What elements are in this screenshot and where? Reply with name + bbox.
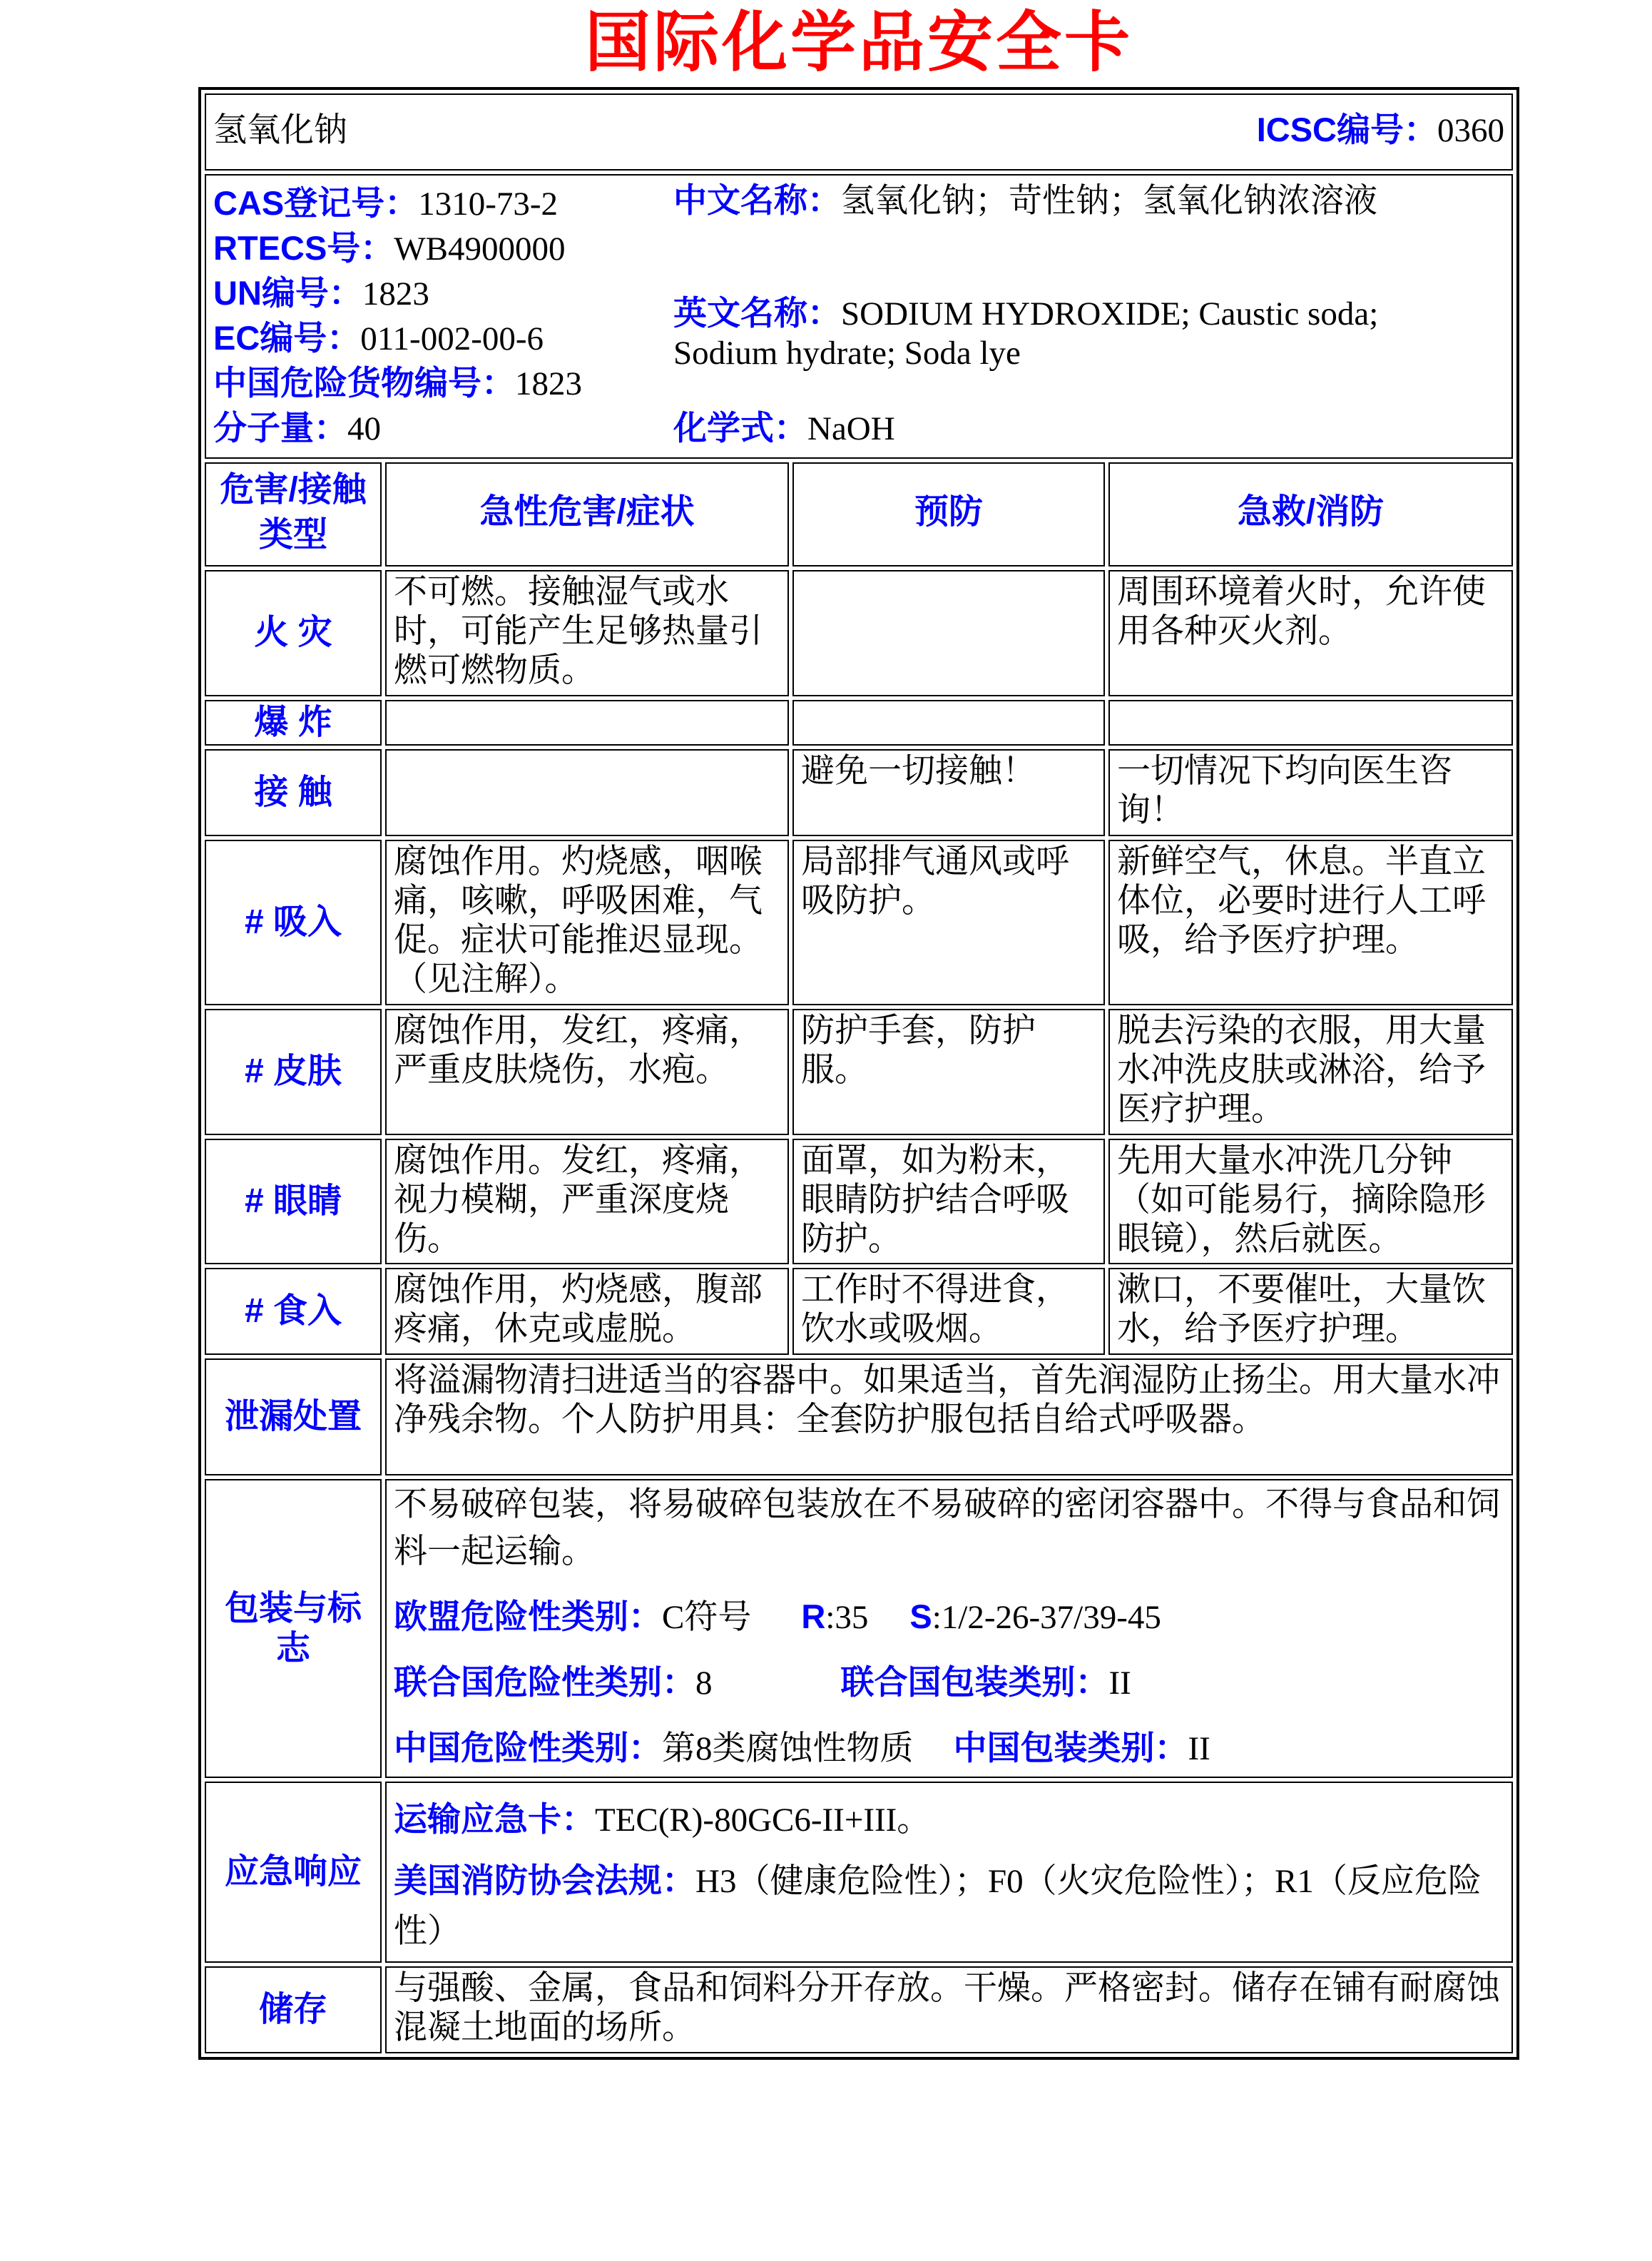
ec-value: 011-002-00-6 [360,320,544,358]
row-packaging [205,1479,1513,1778]
inhalation-firstaid-cell: 新鲜空气，休息。半直立体位，必要时进行人工呼吸，给予医疗护理。 [1108,840,1513,1005]
ec-line [213,316,673,361]
packaging-intro: 不易破碎包装，将易破碎包装放在不易破碎的密闭容器中。不得与食品和饲料一起运输。 [394,1486,1500,1571]
un-pack-value: II [1108,1664,1131,1702]
storage-text-cell: 与强酸、金属，食品和饲料分开存放。干燥。严格密封。储存在铺有耐腐蚀混凝土地面的场所。 [385,1966,1513,2053]
ingestion-symptoms-cell: 腐蚀作用，灼烧感，腹部疼痛，休克或虚脱。 [385,1268,789,1355]
icsc-number-label: ICSC编号： [1256,111,1437,148]
emergency-label-cell: 应急响应 [205,1782,382,1963]
skin-symptoms-cell: 腐蚀作用，发红，疼痛，严重皮肤烧伤，水疱。 [385,1009,789,1135]
explosion-prevention-cell [792,700,1105,746]
substance-header-cell [205,93,1513,171]
explosion-symptoms-cell [385,700,789,746]
identifier-list [213,181,673,452]
col-header-hazard-type [205,462,382,566]
exposure-label-cell: 接 触 [205,749,382,836]
icsc-number-group [1257,111,1504,151]
identifiers-cell [205,174,1513,459]
icsc-number-value: 0360 [1437,112,1504,149]
substance-header-row [205,93,1513,171]
row-spill-disposal [205,1358,1513,1475]
spill-label-cell: 泄漏处置 [205,1358,382,1475]
nfpa-label: 美国消防协会法规： [394,1861,695,1899]
rtecs-label: RTECS号： [213,229,394,268]
emergency-content-cell [385,1782,1513,1963]
r-phrase-label: R [801,1597,826,1636]
eyes-firstaid-cell: 先用大量水冲洗几分钟（如可能易行，摘除隐形眼镜），然后就医。 [1108,1139,1513,1265]
nfpa-value: H3（健康危险性）；F0（火灾危险性）；R1（反应危险性） [394,1862,1482,1951]
col-header-hazard-type-line1: 危害/接触 [220,471,367,509]
cn-class-label: 中国危险性类别： [394,1728,662,1767]
formula-value: NaOH [807,410,895,447]
cn-class-value: 第8类腐蚀性物质 [662,1729,914,1767]
eyes-label-cell: # 眼睛 [205,1139,382,1265]
icsc-table [198,87,1519,2060]
un-line [213,271,673,316]
cas-label: CAS登记号： [213,184,419,222]
row-eyes [205,1139,1513,1265]
eu-class-value: C符号 [662,1599,752,1637]
row-storage [205,1966,1513,2053]
exposure-firstaid-cell: 一切情况下均向医生咨询！ [1108,749,1513,836]
names-block [673,181,1408,452]
mw-value: 40 [347,410,381,448]
eyes-prevention-cell: 面罩，如为粉末，眼睛防护结合呼吸防护。 [792,1139,1105,1265]
skin-prevention-cell: 防护手套，防护服。 [792,1009,1105,1135]
column-header-row [205,462,1513,566]
chinese-name-value: 氢氧化钠；苛性钠；氢氧化钠浓溶液 [841,183,1377,220]
inhalation-label-cell: # 吸入 [205,840,382,1005]
mw-label: 分子量： [213,409,347,447]
chinese-name-line [673,181,1408,221]
col-header-firstaid: 急救/消防 [1108,462,1513,566]
identifiers-layout [213,181,1504,452]
row-exposure [205,749,1513,836]
storage-label-cell: 储存 [205,1966,382,2053]
eyes-symptoms-cell: 腐蚀作用。发红，疼痛，视力模糊，严重深度烧伤。 [385,1139,789,1265]
row-emergency-response [205,1782,1513,1963]
formula-label: 化学式： [673,408,807,447]
row-explosion [205,700,1513,746]
tec-value: TEC(R)-80GC6-II+III。 [595,1802,931,1839]
substance-header [213,96,1504,165]
cn-pack-value: II [1188,1729,1210,1767]
col-header-hazard-type-line2: 类型 [258,515,327,554]
china-dg-label: 中国危险货物编号： [213,364,515,402]
skin-label-cell: # 皮肤 [205,1009,382,1135]
substance-name: 氢氧化钠 [213,111,347,149]
cn-class-line [394,1724,1504,1773]
s-phrase-value: :1/2-26-37/39-45 [932,1599,1161,1637]
fire-label-cell: 火 灾 [205,570,382,696]
exposure-symptoms-cell [385,749,789,836]
row-inhalation [205,840,1513,1005]
cn-pack-label: 中国包装类别： [953,1728,1188,1767]
page-title: 国际化学品安全卡 [584,6,1133,79]
cas-value: 1310-73-2 [418,186,559,223]
packaging-label-cell: 包装与标志 [205,1479,382,1778]
english-name-value: SODIUM HYDROXIDE; Caustic soda; Sodium hydrate; Soda lye [673,295,1379,372]
formula-line [673,409,1408,449]
un-value: 1823 [362,275,429,313]
ingestion-label-cell: # 食入 [205,1268,382,1355]
rtecs-value: WB4900000 [394,230,566,268]
tec-label: 运输应急卡： [394,1800,595,1839]
china-dg-value: 1823 [515,365,582,403]
fire-prevention-cell [792,570,1105,696]
eu-class-line [394,1593,1504,1642]
un-class-label: 联合国危险性类别： [394,1662,695,1701]
ingestion-prevention-cell: 工作时不得进食，饮水或吸烟。 [792,1268,1105,1355]
explosion-firstaid-cell [1108,700,1513,746]
spill-text-cell: 将溢漏物清扫进适当的容器中。如果适当，首先润湿防止扬尘。用大量水冲净残余物。个人防护用具：全套防护服包括自给式呼吸器。 [385,1358,1513,1475]
r-phrase-value: :35 [825,1599,869,1637]
col-header-symptoms: 急性危害/症状 [385,462,789,566]
s-phrase-label: S [909,1597,932,1636]
eu-class-label: 欧盟危险性类别： [394,1597,662,1636]
un-label: UN编号： [213,274,362,313]
row-ingestion [205,1268,1513,1355]
ingestion-firstaid-cell: 漱口，不要催吐，大量饮水，给予医疗护理。 [1108,1268,1513,1355]
col-header-prevention: 预防 [792,462,1105,566]
un-class-value: 8 [695,1664,713,1702]
exposure-prevention-cell: 避免一切接触！ [792,749,1105,836]
skin-firstaid-cell: 脱去污染的衣服，用大量水冲洗皮肤或淋浴，给予医疗护理。 [1108,1009,1513,1135]
china-dg-line [213,361,673,406]
nfpa-line [394,1856,1504,1957]
english-name-line [673,294,1408,373]
un-pack-label: 联合国包装类别： [840,1662,1109,1701]
packaging-content-cell [385,1479,1513,1778]
chinese-name-label: 中文名称： [673,181,841,219]
icsc-card [198,0,1519,2060]
cas-line [213,181,673,226]
fire-firstaid-cell: 周围环境着火时，允许使用各种灭火剂。 [1108,570,1513,696]
inhalation-symptoms-cell: 腐蚀作用。灼烧感，咽喉痛，咳嗽，呼吸困难，气促。症状可能推迟显现。（见注解）。 [385,840,789,1005]
tec-line [394,1794,1504,1846]
identifiers-row [205,174,1513,459]
mw-line [213,406,673,451]
ec-label: EC编号： [213,319,361,357]
row-skin [205,1009,1513,1135]
fire-symptoms-cell: 不可燃。接触湿气或水时，可能产生足够热量引燃可燃物质。 [385,570,789,696]
un-class-line [394,1659,1504,1707]
inhalation-prevention-cell: 局部排气通风或呼吸防护。 [792,840,1105,1005]
explosion-label-cell: 爆 炸 [205,700,382,746]
rtecs-line [213,226,673,271]
row-fire [205,570,1513,696]
english-name-label: 英文名称： [673,293,841,332]
